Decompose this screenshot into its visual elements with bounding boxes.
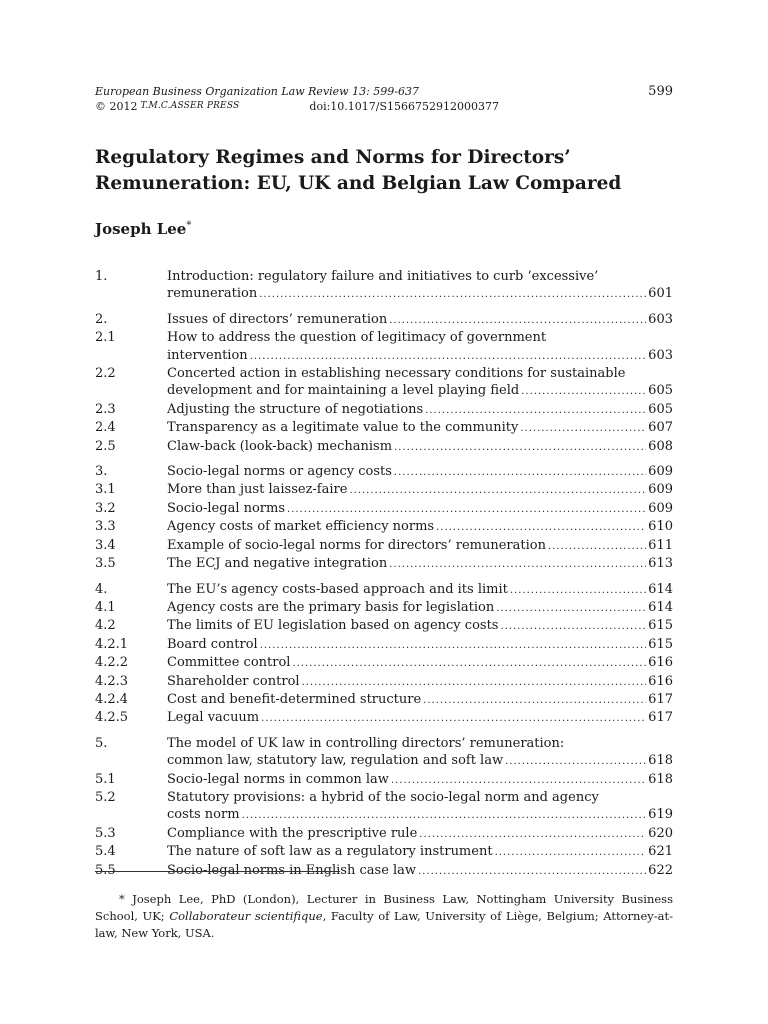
toc-leader-dots	[423, 692, 646, 709]
toc-leader-dots	[287, 501, 646, 518]
author	[95, 220, 191, 238]
toc-leader-dots	[292, 655, 646, 672]
toc-title: Compliance with the prescriptive rule	[167, 825, 418, 841]
footnote-rule	[95, 871, 340, 872]
toc-title-line: The model of UK law in controlling directors’ remuneration:	[167, 735, 565, 751]
toc-leader-dots	[302, 674, 647, 691]
toc-entry[interactable]	[95, 825, 673, 843]
toc-number: 4.2.5	[95, 710, 129, 726]
toc-page: 605	[648, 401, 673, 417]
toc-number: 5.1	[95, 771, 116, 787]
toc-entry[interactable]	[95, 438, 673, 456]
toc-number: 4.2.2	[95, 655, 129, 671]
toc-title: Committee control	[167, 655, 291, 671]
toc-number: 3.2	[95, 500, 116, 516]
toc-title: Claw-back (look-back) mechanism	[167, 438, 393, 454]
toc-number: 2.3	[95, 401, 116, 417]
toc-title: Issues of directors’ remuneration	[167, 311, 388, 327]
toc-leader-dots	[495, 844, 647, 861]
toc-leader-dots	[500, 618, 646, 635]
toc-entry[interactable]	[95, 581, 673, 599]
toc-page: 614	[648, 599, 673, 615]
toc-title: Example of socio-legal norms for directors’ remuneration	[167, 537, 546, 553]
page-number: 599	[648, 84, 673, 99]
title-line: Remuneration: EU, UK and Belgian Law Compared	[95, 173, 622, 194]
toc-title-line: Introduction: regulatory failure and initiatives to curb ‘excessive’	[167, 269, 599, 284]
toc-title: development and for maintaining a level playing field	[167, 383, 520, 399]
toc-title: The limits of EU legislation based on agency costs	[167, 618, 499, 634]
toc-page: 603	[648, 311, 673, 327]
table-of-contents	[95, 268, 673, 880]
toc-leader-dots	[548, 538, 646, 555]
toc-page: 622	[648, 862, 673, 878]
toc-leader-dots	[261, 710, 646, 727]
toc-number: 2.4	[95, 420, 116, 436]
toc-page: 616	[648, 673, 673, 689]
toc-title: The ECJ and negative integration	[167, 556, 388, 572]
toc-page: 614	[648, 581, 673, 597]
toc-entry[interactable]	[95, 636, 673, 654]
toc-entry[interactable]	[95, 555, 673, 573]
toc-title-line: Statutory provisions: a hybrid of the socio-legal norm and agency	[167, 789, 599, 805]
toc-leader-dots	[250, 348, 647, 365]
toc-leader-dots	[520, 420, 646, 437]
toc-entry[interactable]	[95, 617, 673, 635]
toc-entry[interactable]	[95, 311, 673, 329]
toc-number: 4.	[95, 581, 108, 597]
toc-number: 5.4	[95, 844, 116, 860]
toc-number: 3.3	[95, 519, 116, 535]
toc-number: 4.1	[95, 599, 116, 615]
toc-number: 3.	[95, 464, 108, 480]
toc-number: 1.	[95, 269, 108, 284]
toc-page: 615	[648, 618, 673, 634]
toc-entry[interactable]	[95, 843, 673, 861]
toc-title: The nature of soft law as a regulatory instrument	[167, 844, 493, 860]
toc-title-line: How to address the question of legitimacy of government	[167, 330, 547, 346]
toc-page: 605	[648, 383, 673, 399]
toc-page: 616	[648, 655, 673, 671]
toc-page: 611	[648, 537, 673, 553]
footnote-italic: Collaborateur scientifique	[169, 909, 323, 923]
toc-entry[interactable]	[95, 401, 673, 419]
toc-leader-dots	[394, 464, 646, 481]
toc-page: 607	[648, 420, 673, 436]
toc-number: 3.1	[95, 482, 116, 498]
toc-title: Adjusting the structure of negotiations	[167, 401, 424, 417]
toc-title: common law, statutory law, regulation and soft law	[167, 753, 504, 769]
toc-number: 2.1	[95, 330, 116, 346]
toc-entry[interactable]	[95, 518, 673, 536]
toc-title: The EU’s agency costs-based approach and its limit	[167, 581, 508, 597]
toc-entry[interactable]	[95, 419, 673, 437]
toc-entry[interactable]	[95, 789, 673, 825]
toc-number: 2.5	[95, 438, 116, 454]
toc-title: Socio-legal norms	[167, 500, 286, 516]
running-header	[95, 84, 673, 114]
toc-page: 609	[648, 500, 673, 516]
toc-leader-dots	[394, 439, 646, 456]
toc-number: 2.2	[95, 366, 116, 382]
toc-page: 621	[648, 844, 673, 860]
toc-page: 617	[648, 710, 673, 726]
toc-number: 4.2.3	[95, 673, 129, 689]
toc-entry[interactable]	[95, 599, 673, 617]
toc-page: 610	[648, 519, 673, 535]
toc-number: 5.	[95, 735, 108, 751]
toc-title: costs norm	[167, 807, 240, 823]
toc-leader-dots	[521, 383, 646, 400]
toc-page: 615	[648, 636, 673, 652]
toc-entry[interactable]	[95, 500, 673, 518]
copyright: © 2012	[95, 100, 138, 113]
toc-title: Legal vacuum	[167, 710, 260, 726]
toc-number: 2.	[95, 311, 108, 327]
toc-entry[interactable]	[95, 329, 673, 365]
toc-page: 609	[648, 482, 673, 498]
toc-number: 4.2.1	[95, 636, 129, 652]
toc-title: remuneration	[167, 286, 258, 302]
toc-leader-dots	[419, 826, 646, 843]
toc-title: Cost and benefit-determined structure	[167, 691, 422, 707]
toc-page: 617	[648, 691, 673, 707]
toc-number: 4.2.4	[95, 691, 129, 707]
toc-title-line: Concerted action in establishing necessary conditions for sustainable	[167, 366, 626, 382]
toc-page: 603	[648, 347, 673, 363]
toc-title: Shareholder control	[167, 673, 300, 689]
toc-title: Agency costs of market efficiency norms	[167, 519, 435, 535]
toc-title: More than just laissez-faire	[167, 482, 348, 498]
toc-title: Socio-legal norms or agency costs	[167, 464, 392, 480]
toc-page: 618	[648, 771, 673, 787]
footnote-text: , Faculty of Law, University of Liège, Belgium; Attorney-at-law, New York, USA.	[95, 909, 674, 940]
toc-entry[interactable]	[95, 673, 673, 691]
footnote-text: Joseph Lee, PhD (London), Lecturer in Business Law, Nottingham University Business School, UK;	[95, 892, 673, 923]
toc-number: 5.3	[95, 825, 116, 841]
toc-number: 3.4	[95, 537, 116, 553]
toc-leader-dots	[505, 753, 646, 770]
toc-page: 613	[648, 556, 673, 572]
toc-title: Agency costs are the primary basis for legislation	[167, 599, 495, 615]
article-title	[95, 145, 675, 197]
toc-title: Socio-legal norms in common law	[167, 771, 389, 787]
toc-number: 4.2	[95, 618, 116, 634]
toc-leader-dots	[510, 582, 646, 599]
toc-leader-dots	[389, 312, 646, 329]
toc-entry[interactable]	[95, 537, 673, 555]
toc-leader-dots	[260, 637, 646, 654]
toc-leader-dots	[418, 863, 646, 880]
author-name: Joseph Lee	[95, 220, 187, 238]
toc-page: 620	[648, 825, 673, 841]
toc-page: 618	[648, 753, 673, 769]
toc-leader-dots	[349, 482, 646, 499]
toc-page: 619	[648, 807, 673, 823]
toc-entry[interactable]	[95, 735, 673, 771]
toc-leader-dots	[242, 807, 647, 824]
footnote-mark: *	[119, 892, 125, 906]
journal-citation: European Business Organization Law Review 13: 599-637	[95, 85, 420, 98]
toc-entry[interactable]	[95, 268, 673, 304]
title-line: Regulatory Regimes and Norms for Directors’	[95, 147, 571, 168]
toc-entry[interactable]	[95, 463, 673, 481]
toc-entry[interactable]	[95, 709, 673, 727]
toc-entry[interactable]	[95, 654, 673, 672]
toc-number: 5.5	[95, 862, 116, 878]
toc-leader-dots	[391, 772, 646, 789]
toc-leader-dots	[259, 286, 646, 303]
toc-number: 3.5	[95, 556, 116, 572]
toc-entry[interactable]	[95, 771, 673, 789]
toc-leader-dots	[496, 600, 646, 617]
publisher: T.M.C.ASSER PRESS	[140, 101, 240, 111]
toc-entry[interactable]	[95, 481, 673, 499]
toc-page: 609	[648, 464, 673, 480]
toc-title: Transparency as a legitimate value to the community	[167, 420, 519, 436]
toc-page: 608	[648, 438, 673, 454]
footnote	[95, 891, 673, 942]
toc-title: Socio-legal norms in English case law	[167, 862, 417, 878]
toc-entry[interactable]	[95, 365, 673, 401]
author-footnote-mark[interactable]: *	[186, 220, 192, 231]
doi: doi:10.1017/S1566752912000377	[309, 100, 500, 113]
toc-leader-dots	[389, 556, 646, 573]
toc-entry[interactable]	[95, 691, 673, 709]
toc-leader-dots	[425, 402, 646, 419]
toc-page: 601	[648, 286, 673, 302]
toc-number: 5.2	[95, 789, 116, 805]
toc-title: Board control	[167, 636, 258, 652]
toc-leader-dots	[436, 519, 646, 536]
toc-title: intervention	[167, 347, 248, 363]
